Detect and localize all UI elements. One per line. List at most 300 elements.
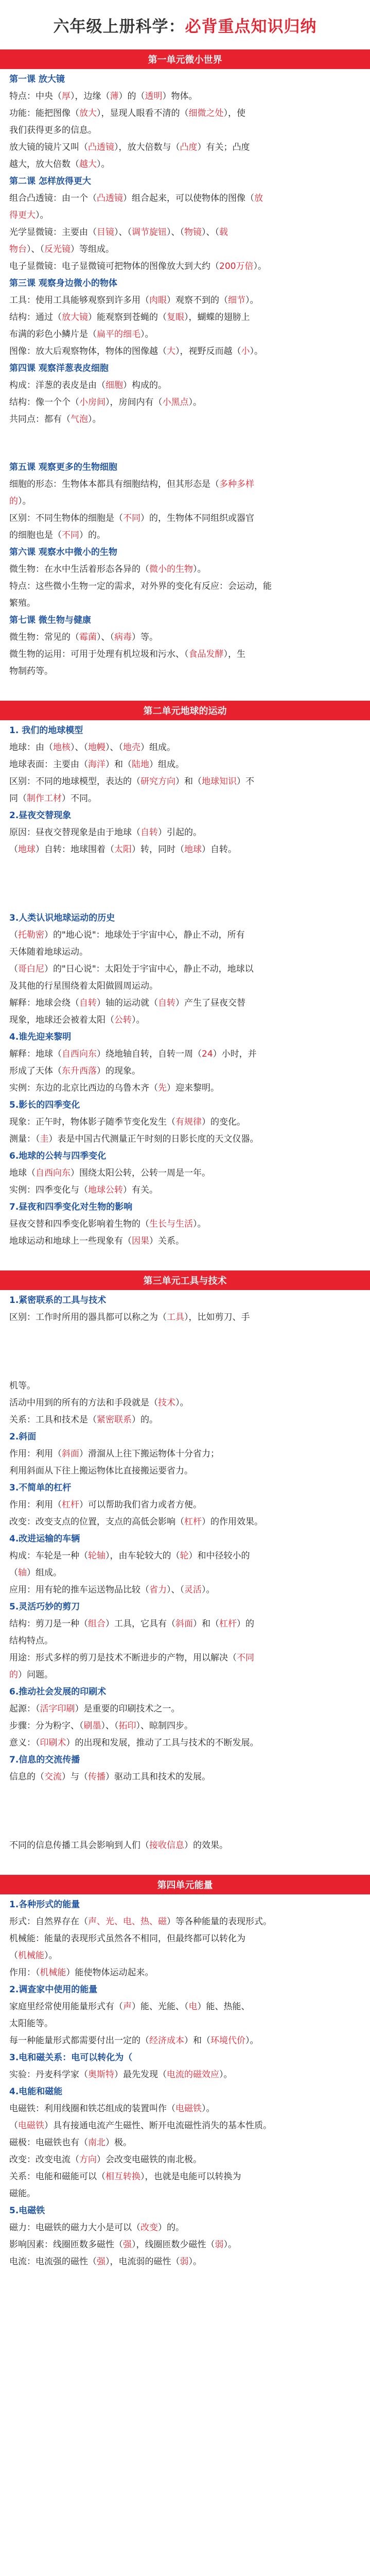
key-term: 强	[123, 2240, 132, 2250]
title-part-2: 必背重点知识归纳	[185, 17, 317, 36]
text-line	[9, 1548, 361, 1565]
text-segment: 信息的（	[9, 1772, 44, 1782]
text-segment: ）有关；凸度	[197, 142, 250, 152]
key-term: 强	[97, 2257, 105, 2267]
text-line	[9, 756, 361, 773]
text-segment: ）。	[193, 564, 206, 574]
text-segment: 意义：（	[9, 1738, 40, 1748]
key-term: 小黑点	[162, 397, 189, 408]
text-segment: 利用斜面从下往上搬运物体比直接搬运要省力。	[9, 1466, 193, 1476]
key-term: 印刷术	[40, 1738, 66, 1748]
text-line	[9, 944, 361, 961]
text-segment: ）。	[223, 2240, 237, 2250]
text-segment: 现象，地球还会被着太阳（	[9, 1015, 114, 1025]
key-term: 海洋	[88, 759, 105, 770]
text-segment: ），蝴蝶的翅膀上	[184, 312, 250, 323]
text-line	[9, 2168, 361, 2185]
text-line	[9, 824, 361, 841]
text-segment: 工具：使用工具能够观察到许多用（	[9, 295, 149, 306]
key-term: 奥斯特	[88, 2070, 114, 2080]
text-line	[9, 2032, 361, 2049]
text-segment: ）。	[44, 1951, 58, 1961]
lesson-heading: 第四课 观察洋葱表皮细胞	[9, 363, 109, 374]
text-segment: ）等各种能量的表现形式。	[167, 1917, 272, 1927]
text-segment: 关系：工具和技术是（	[9, 1415, 97, 1425]
key-term: 活字印刷	[40, 1704, 75, 1714]
key-term: 南北	[88, 2138, 105, 2148]
text-segment: ）、（	[167, 1585, 184, 1595]
text-segment: ）滑溜从上往下搬运物体十分省力；	[79, 1449, 219, 1459]
text-segment: ）。	[175, 1398, 189, 1408]
text-segment: 细胞的形态：生物体本都具有细胞结构，但其形态是（	[9, 479, 219, 489]
text-line	[9, 1701, 361, 1718]
text-line	[9, 595, 361, 612]
text-segment: 作用：（	[9, 1968, 40, 1978]
text-segment: 结构：像一个个（	[9, 397, 79, 408]
text-segment: （	[9, 1951, 18, 1961]
text-line	[9, 309, 361, 326]
lesson-heading: 第六课 观察水中微小的生物	[9, 547, 117, 557]
text-segment: 物制药等。	[9, 666, 53, 676]
text-segment: 繁殖。	[9, 598, 36, 608]
text-segment: 作用：利用（	[9, 1449, 62, 1459]
lesson-heading: 2.昼夜交替现象	[9, 810, 72, 821]
lesson-heading: 2.斜面	[9, 1432, 37, 1442]
text-segment: 磁力：电磁铁的磁力大小是可以（	[9, 2223, 140, 2233]
text-segment: ）会改变电磁铁的南北极。	[97, 2155, 202, 2165]
text-segment: 地球（	[9, 1168, 36, 1178]
text-segment: ）。	[245, 295, 259, 306]
key-term: 轮轴	[88, 1551, 105, 1561]
lesson-heading: 第一课 放大镜	[9, 74, 65, 84]
text-segment: ）、（	[71, 742, 88, 753]
text-segment: 构成：洋葱的表皮是由（	[9, 380, 105, 391]
text-segment: ）极。	[105, 2138, 132, 2148]
text-line	[9, 207, 361, 224]
lesson-heading: 4.电能和磁能	[9, 2087, 63, 2097]
text-segment: 特点：中央（	[9, 91, 62, 101]
text-segment: ）和（	[184, 2036, 210, 2046]
text-line	[9, 2117, 361, 2134]
key-term: 声、光、电、热、磁	[88, 1917, 167, 1927]
key-term: 太阳	[114, 844, 132, 855]
key-term: 组合	[88, 1619, 105, 1629]
key-term: 24	[202, 1049, 213, 1059]
text-line	[9, 1769, 361, 1786]
key-term: 细节	[228, 295, 245, 306]
key-term: 传播	[88, 1772, 105, 1782]
text-line	[9, 2066, 361, 2083]
key-term: 自转	[140, 827, 158, 838]
text-line	[9, 88, 361, 105]
text-segment: 区别：不同生物体的细胞是（	[9, 513, 123, 523]
text-segment: ）、（	[202, 227, 219, 238]
text-line	[9, 1012, 361, 1029]
unit-2	[0, 701, 370, 1250]
key-term: 细微之处	[188, 108, 224, 118]
key-term: 轴	[18, 1568, 27, 1578]
text-segment: ）等。	[132, 632, 158, 642]
text-segment: ），显现人眼看不清的（	[97, 108, 189, 118]
text-line	[9, 1718, 361, 1735]
text-line	[9, 2151, 361, 2168]
text-line	[9, 394, 361, 411]
text-line	[9, 122, 361, 139]
lesson-heading: 7.昼夜和四季变化对生物的影响	[9, 1202, 133, 1212]
text-segment: ）的"地心说"：地球处于宇宙中心，静止不动，所有	[44, 930, 245, 940]
text-segment: ）、（	[114, 227, 132, 238]
key-term: 拓印	[118, 1721, 136, 1731]
key-term: 小房间	[79, 397, 105, 408]
key-term: 不同	[62, 530, 79, 540]
key-term: 电流的磁效应	[167, 2070, 219, 2080]
text-segment: ）小时，并	[213, 1049, 257, 1059]
text-segment: 图像：放大后观察物体，物体的图像越（	[9, 346, 167, 357]
text-line	[9, 629, 361, 646]
text-line	[9, 105, 361, 122]
text-segment: ）、（	[105, 742, 123, 753]
text-segment: ）构成的。	[123, 380, 167, 391]
text-line	[9, 1667, 361, 1684]
text-line	[9, 2219, 361, 2236]
text-segment: 步骤：分为粉字、（	[9, 1721, 84, 1731]
text-line	[9, 1063, 361, 1080]
key-term: 地核	[53, 742, 71, 753]
text-segment: 及其他的行星围绕着太阳做圆周运动。	[9, 981, 158, 991]
text-segment: 的细胞也是（	[9, 530, 62, 540]
key-term: 因果	[132, 1236, 149, 1246]
text-segment: ），电流弱的磁性（	[105, 2257, 180, 2267]
text-segment: 微生物的运用：可用于处理有机垃圾和污水、（	[9, 649, 189, 659]
lesson-heading: 5.灵活巧妙的剪刀	[9, 1602, 80, 1612]
key-term: 自转	[79, 998, 97, 1008]
text-segment: ）、（	[97, 632, 114, 642]
text-line	[9, 411, 361, 428]
lesson-heading: 4.谁先迎来黎明	[9, 1032, 72, 1042]
key-term: 方向	[79, 2155, 97, 2165]
header	[0, 0, 370, 49]
key-term: 自转	[158, 998, 175, 1008]
text-segment: ）和中径较小的	[188, 1551, 250, 1561]
text-segment: ），边缘（	[71, 91, 110, 101]
key-term: 的	[9, 1670, 18, 1680]
key-term: 小	[241, 346, 250, 357]
lesson-heading: 4.改进运输的车辆	[9, 1534, 80, 1544]
text-segment: 区别：工作时所用的器具都可以称之为（	[9, 1312, 167, 1323]
text-segment: ）、（	[27, 244, 44, 255]
text-segment: ）引起的。	[158, 827, 202, 838]
key-term: 托勒密	[18, 930, 44, 940]
text-segment: 电流：电流强的磁性（	[9, 2257, 97, 2267]
text-line	[9, 224, 361, 241]
key-term: 地球知识	[202, 776, 237, 787]
text-segment: ），生	[223, 649, 245, 659]
text-line	[9, 961, 361, 978]
text-line	[9, 578, 361, 595]
key-term: 得更大	[9, 210, 36, 221]
text-segment: 电子显微镜：电子显微镜可把物体的图像放大到大约（	[9, 261, 219, 272]
text-segment: 越大，放大倍数（	[9, 159, 79, 170]
text-line	[9, 1046, 361, 1063]
text-segment: ）。	[188, 2257, 202, 2267]
text-segment: （	[9, 1568, 18, 1578]
text-line	[9, 995, 361, 1012]
text-segment: 形成了天体（	[9, 1066, 62, 1076]
lesson-heading: 3.电和磁关系：电可以转化为（	[9, 2053, 133, 2063]
text-segment: ），由车轮较大的（	[105, 1551, 180, 1561]
text-segment: ）等组成。	[71, 244, 114, 255]
key-term: 圭	[40, 1134, 49, 1144]
text-line	[9, 1309, 361, 1326]
key-term: 调节旋钮	[132, 227, 167, 238]
text-segment: ）问题。	[18, 1670, 53, 1680]
key-term: 200万倍	[219, 261, 254, 272]
text-line	[9, 326, 361, 343]
text-segment: ）能使物体运动起来。	[66, 1968, 154, 1978]
text-line	[9, 1616, 361, 1633]
text-segment: 放大镜的镜片又叫（	[9, 142, 88, 152]
key-term: 杠杆	[184, 1517, 202, 1527]
text-segment: ）的。	[158, 2223, 184, 2233]
lesson-heading: 3.人类认识地球运动的历史	[9, 913, 115, 923]
text-segment: 结构：剪刀是一种（	[9, 1619, 88, 1629]
text-segment: ），线圈匝数少磁性（	[132, 2240, 215, 2250]
text-segment: 我们获得更多的信息。	[9, 125, 97, 135]
key-term: 不同	[123, 513, 140, 523]
text-line	[9, 190, 361, 207]
text-segment: ）。	[188, 397, 202, 408]
text-line	[9, 2015, 361, 2032]
key-term: 研究方向	[140, 776, 175, 787]
key-term: 交流	[44, 1772, 62, 1782]
text-segment: 微生物：常见的（	[9, 632, 79, 642]
text-line	[9, 1497, 361, 1514]
text-segment: ）能、热能、	[197, 2002, 250, 2012]
key-term: 越大	[79, 159, 97, 170]
key-term: 弱	[215, 2240, 224, 2250]
text-line	[9, 927, 361, 944]
key-term: 弱	[180, 2257, 189, 2267]
unit-4	[0, 1875, 370, 2270]
text-segment: 改变：改变支点的位置，支点的高低会影响（	[9, 1517, 184, 1527]
key-term: 凸透镜	[97, 193, 123, 204]
text-segment: ）、晾制四步。	[136, 1721, 193, 1731]
text-segment: ）围绕太阳公转，公转一周是一年。	[71, 1168, 210, 1178]
text-line	[9, 2134, 361, 2151]
text-segment: 光学显微镜：主要由（	[9, 227, 97, 238]
key-term: 自西向东	[36, 1168, 71, 1178]
text-segment: 起源：（	[9, 1704, 40, 1714]
key-term: 改变	[140, 2223, 158, 2233]
text-line	[9, 561, 361, 578]
key-term: 地球公转	[88, 1185, 123, 1195]
text-segment: ）可以帮助我们省力或者方便。	[79, 1500, 202, 1510]
key-term: 省力	[149, 1585, 167, 1595]
lesson-heading: 2.调查家中使用的能量	[9, 1985, 98, 1995]
text-segment: 特点：这些微小生物一定的需求，对外界的变化有反应：会运动，能	[9, 581, 272, 591]
text-segment: 区别：不同的地球模型，表达的（	[9, 776, 140, 787]
key-term: 相互转换	[105, 2172, 140, 2182]
lesson-heading: 1. 我们的地球模型	[9, 725, 83, 736]
spacer	[9, 1357, 361, 1378]
text-segment: ），比如剪刀、手	[184, 1312, 250, 1323]
text-segment: 微生物：在水中生活着形态各异的（	[9, 564, 149, 574]
text-segment: 同（	[9, 793, 27, 804]
text-segment: 太阳能等。	[9, 2019, 53, 2029]
text-segment: 关系：电能和磁能可以（	[9, 2172, 105, 2182]
key-term: 有规律	[175, 1117, 202, 1127]
text-segment: ）关系。	[149, 1236, 184, 1246]
key-term: 霉菌	[79, 632, 97, 642]
key-term: 放大镜	[62, 312, 88, 323]
text-line	[9, 1735, 361, 1752]
text-segment: ）表是中国古代测量正午时刻的日影长度的天文仪器。	[48, 1134, 259, 1144]
lesson-heading: 6.推动社会发展的印刷术	[9, 1687, 107, 1697]
text-segment: ）产生了昼夜交替	[175, 998, 245, 1008]
key-term: 机械能	[40, 1968, 66, 1978]
text-segment: 机等。	[9, 1381, 36, 1391]
key-term: 斜面	[62, 1449, 79, 1459]
text-segment: ）。	[202, 2104, 215, 2114]
text-line	[9, 1080, 361, 1097]
text-line	[9, 663, 361, 680]
unit-banner: 第三单元工具与技术	[0, 1270, 370, 1290]
lesson-heading: 5.电磁铁	[9, 2206, 45, 2216]
unit-content	[0, 720, 370, 1250]
key-term: 薄	[110, 91, 119, 101]
key-term: 声	[123, 2002, 132, 2012]
lesson-heading: 5.影长的四季变化	[9, 1100, 80, 1110]
unit-3	[0, 1270, 370, 1854]
text-segment: 构成：车轮是一种（	[9, 1551, 88, 1561]
text-line	[9, 1514, 361, 1531]
text-line	[9, 1182, 361, 1199]
text-line	[9, 1216, 361, 1233]
text-segment: 形式：自然界存在（	[9, 1917, 88, 1927]
text-segment: ），视野反而越（	[175, 346, 241, 357]
text-segment: 实验：丹麦科学家（	[9, 2070, 88, 2080]
unit-content	[0, 1894, 370, 2270]
key-term: 气泡	[71, 414, 88, 425]
text-segment: ）。	[202, 1585, 215, 1595]
text-line	[9, 1463, 361, 1480]
key-term: 斜面	[175, 1619, 193, 1629]
text-segment: ）不	[237, 776, 254, 787]
text-segment: ）组成。	[149, 759, 184, 770]
text-segment: ），使	[223, 108, 245, 118]
key-term: 接收信息	[149, 1840, 184, 1851]
text-segment: ）物体。	[162, 91, 198, 101]
text-segment: 组合凸透镜：由一个（	[9, 193, 97, 204]
text-segment: 天体随着地球运动。	[9, 947, 88, 957]
text-line	[9, 1964, 361, 1981]
text-line	[9, 139, 361, 156]
key-term: 不同	[237, 1653, 254, 1663]
key-term: 目镜	[97, 227, 114, 238]
key-term: 物台	[9, 244, 27, 255]
key-term: 哥白尼	[18, 964, 44, 974]
unit-1	[0, 49, 370, 680]
key-term: 轮	[180, 1551, 189, 1561]
key-term: 刷墨	[83, 1721, 101, 1731]
text-segment: 共同点：都有（	[9, 414, 71, 425]
text-line	[9, 978, 361, 995]
text-segment: ）是重要的印刷技术之一。	[75, 1704, 180, 1714]
text-line	[9, 241, 361, 258]
text-segment: 实例：四季变化与（	[9, 1185, 88, 1195]
key-term: 凸度	[180, 142, 198, 152]
text-segment: ）和（	[175, 776, 202, 787]
unit-banner: 第一单元微小世界	[0, 49, 370, 69]
text-segment: 电磁铁：利用线圈和铁芯组成的装置叫作（	[9, 2104, 175, 2114]
text-line	[9, 1114, 361, 1131]
text-segment: ）绕地轴自转，自转一周（	[97, 1049, 202, 1059]
text-segment: 布满的彩色小鳞片是（	[9, 329, 97, 340]
text-segment: 家庭里经常使用能量形式有（	[9, 2002, 123, 2012]
text-segment: ）。	[97, 159, 110, 170]
text-segment: ）组成。	[140, 742, 175, 753]
text-segment: ）的，生物体不同组织或器官	[140, 513, 254, 523]
text-line	[9, 493, 361, 510]
text-segment: ）的出现和发展，推动了工具与技术的不断发展。	[66, 1738, 259, 1748]
text-segment: ）的。	[132, 1415, 158, 1425]
key-term: 制作工材	[27, 793, 62, 804]
text-segment: 用途：形式多样的剪刀是技术不断进步的产物，用以解决（	[9, 1653, 237, 1663]
key-term: 杠杆	[219, 1619, 237, 1629]
text-segment: ）。	[219, 2070, 233, 2080]
lesson-heading: 第七课 微生物与健康	[9, 615, 91, 625]
text-line	[9, 2236, 361, 2253]
text-segment: 结构特点。	[9, 1636, 53, 1646]
text-line	[9, 1650, 361, 1667]
text-segment: ），放大倍数与（	[114, 142, 180, 152]
key-term: 环境代价	[210, 2036, 245, 2046]
text-segment: ）有关。	[123, 1185, 158, 1195]
text-line	[9, 2253, 361, 2270]
key-term: 多种多样	[219, 479, 254, 489]
text-line	[9, 1930, 361, 1947]
text-segment: ）的效果。	[184, 1840, 228, 1851]
text-segment: ），房间内有（	[105, 397, 163, 408]
text-line	[9, 527, 361, 544]
unit-banner: 第四单元能量	[0, 1875, 370, 1894]
text-segment: ）迎来黎明。	[167, 1083, 219, 1093]
text-segment: ）自转。	[202, 844, 237, 855]
text-line	[9, 646, 361, 663]
text-line	[9, 1378, 361, 1395]
text-segment: （	[9, 964, 18, 974]
text-segment: （	[9, 2121, 18, 2131]
text-segment: 应用：用有轮的推车运送物品比较（	[9, 1585, 149, 1595]
text-segment: ）。	[36, 210, 49, 221]
text-segment: ）。	[132, 1015, 145, 1025]
lesson-heading: 1.各种形式的能量	[9, 1900, 80, 1910]
text-segment: ）的变化。	[202, 1117, 245, 1127]
text-segment: 地球：由（	[9, 742, 53, 753]
key-term: 食品发酵	[188, 649, 224, 659]
key-term: 地壳	[123, 742, 140, 753]
key-term: 东升西落	[62, 1066, 97, 1076]
text-segment: ）。	[18, 496, 31, 506]
key-term: 载	[219, 227, 228, 238]
text-segment: 不同的信息传播工具会影响到人们（	[9, 1840, 149, 1851]
text-line	[9, 1165, 361, 1182]
key-term: 反光镜	[44, 244, 71, 255]
spacer	[9, 1326, 361, 1357]
key-term: 自西向东	[62, 1049, 97, 1059]
text-segment: ）的。	[79, 530, 105, 540]
text-segment: （	[9, 844, 18, 855]
